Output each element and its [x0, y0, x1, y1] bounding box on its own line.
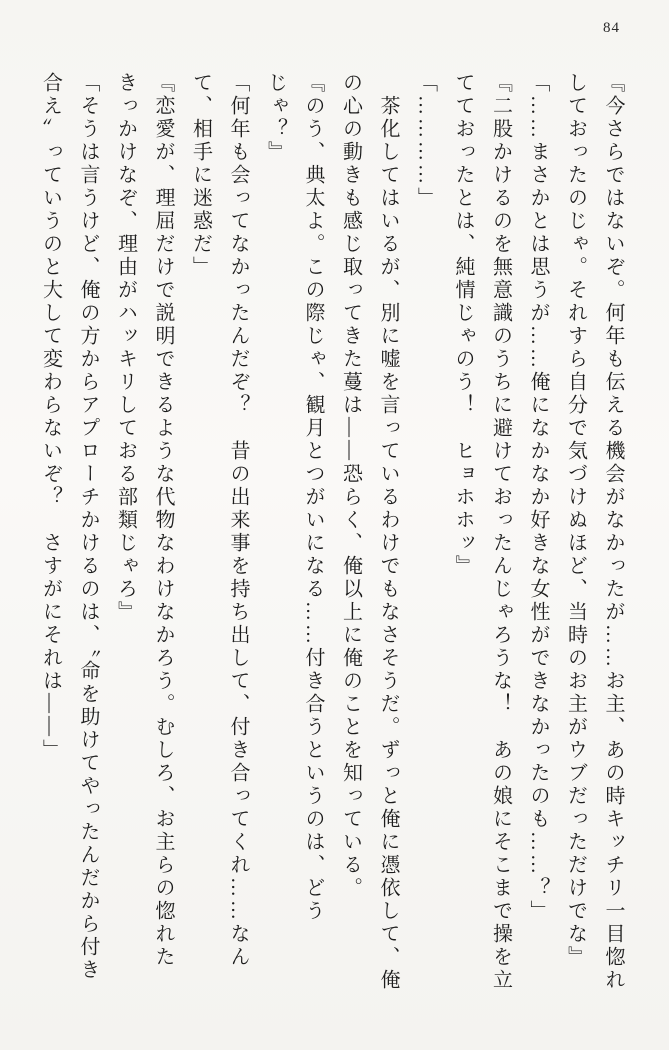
- text-line: 合え〟っていうのと大して変わらないぞ？ さすがにそれは――」: [39, 72, 62, 762]
- text-line: しておったのじゃ。それすら自分で気づけぬほど、当時のお主がウブだっただけでな』: [564, 72, 587, 969]
- text-line: 『恋愛が、理屈だけで説明できるような代物なわけなかろう。むしろ、お主らの惚れた: [152, 72, 174, 969]
- text-line: きっかけなぞ、理由がハッキリしておる部類じゃろ』: [114, 72, 137, 624]
- text-line: 茶化してはいるが、別に嘘を言っているわけでもなさそうだ。ずっと俺に憑依して、俺: [377, 72, 399, 992]
- text-line: 「……まさかとは思うが……俺になかなか好きな女性ができなかったのも……？」: [527, 72, 549, 923]
- text-line: じゃ？』: [264, 72, 287, 164]
- page-number: 84: [603, 20, 620, 36]
- text-line: 『二股かけるのを無意識のうちに避けておったんじゃろうな！ あの娘にそこまで操を立: [489, 72, 512, 992]
- text-line: 「何年も会ってなかったんだぞ？ 昔の出来事を持ち出して、付き合ってくれ……なん: [227, 72, 249, 969]
- text-line: 「…………」: [414, 72, 437, 210]
- text-line: の心の動きも感じ取ってきた蔓は――恐らく、俺以上に俺のことを知っている。: [339, 72, 362, 900]
- text-line: 「そうは言うけど、俺の方からアプローチかけるのは、〝命を助けてやったんだから付き: [77, 72, 99, 982]
- text-line: 『のう、典太よ。この際じゃ、観月とつがいになる……付き合うというのは、どう: [302, 72, 324, 923]
- page-text-block: [31, 72, 631, 1012]
- text-line: て、相手に迷惑だ」: [189, 72, 212, 279]
- text-line: 『今さらではないぞ。何年も伝える機会がなかったが……お主、あの時キッチリ一目惚れ: [602, 72, 624, 992]
- text-line: てておったとは、純情じゃのう！ ヒョホホッ』: [452, 72, 474, 578]
